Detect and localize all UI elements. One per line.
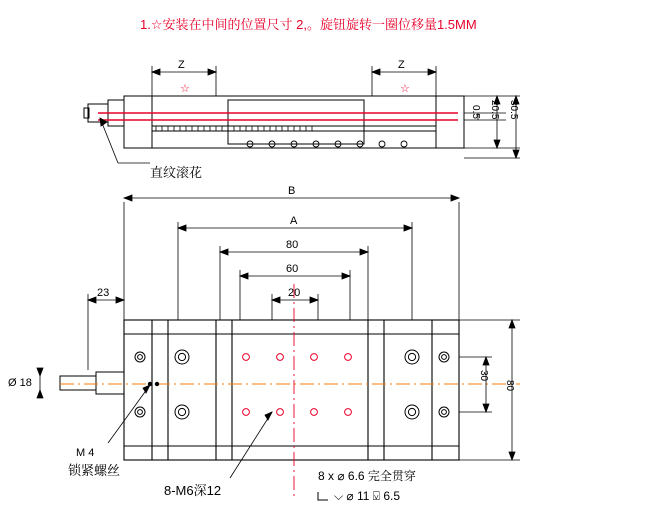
- dim-z-left: Z: [178, 59, 185, 71]
- dim-60: 60: [286, 263, 299, 275]
- label-lock-screw: 锁紧螺丝: [68, 463, 121, 478]
- dim-20: 20: [288, 287, 301, 299]
- dim-30: 30: [478, 370, 489, 382]
- dim-B: B: [288, 185, 296, 197]
- dim-80-top: 80: [286, 239, 299, 251]
- note-thru-hole: 8 x ⌀ 6.6 完全贯穿: [318, 469, 416, 483]
- drawing-title: 1.☆安装在中间的位置尺寸 2,。旋钮旋转一圈位移量1.5MM: [140, 17, 477, 32]
- note-counterbore: ⌵ ⌀ 11 ⍌ 6.5: [334, 489, 400, 503]
- star-right-icon: ☆: [400, 83, 410, 95]
- dim-20-5: 20.5: [489, 100, 500, 120]
- label-8-m6: 8-M6深12: [164, 483, 222, 498]
- dim-80-right: 80: [504, 380, 515, 392]
- label-m4: M 4: [76, 447, 95, 459]
- dim-0-5: 0.5: [470, 105, 481, 119]
- star-left-icon: ☆: [180, 83, 190, 95]
- dim-30-5: 30.5: [508, 100, 519, 120]
- dim-A: A: [290, 215, 298, 227]
- dim-23: 23: [97, 287, 110, 299]
- dim-dia-18: Ø 18: [8, 377, 32, 389]
- dim-z-right: Z: [398, 59, 405, 71]
- label-knurling: 直纹滚花: [150, 165, 203, 180]
